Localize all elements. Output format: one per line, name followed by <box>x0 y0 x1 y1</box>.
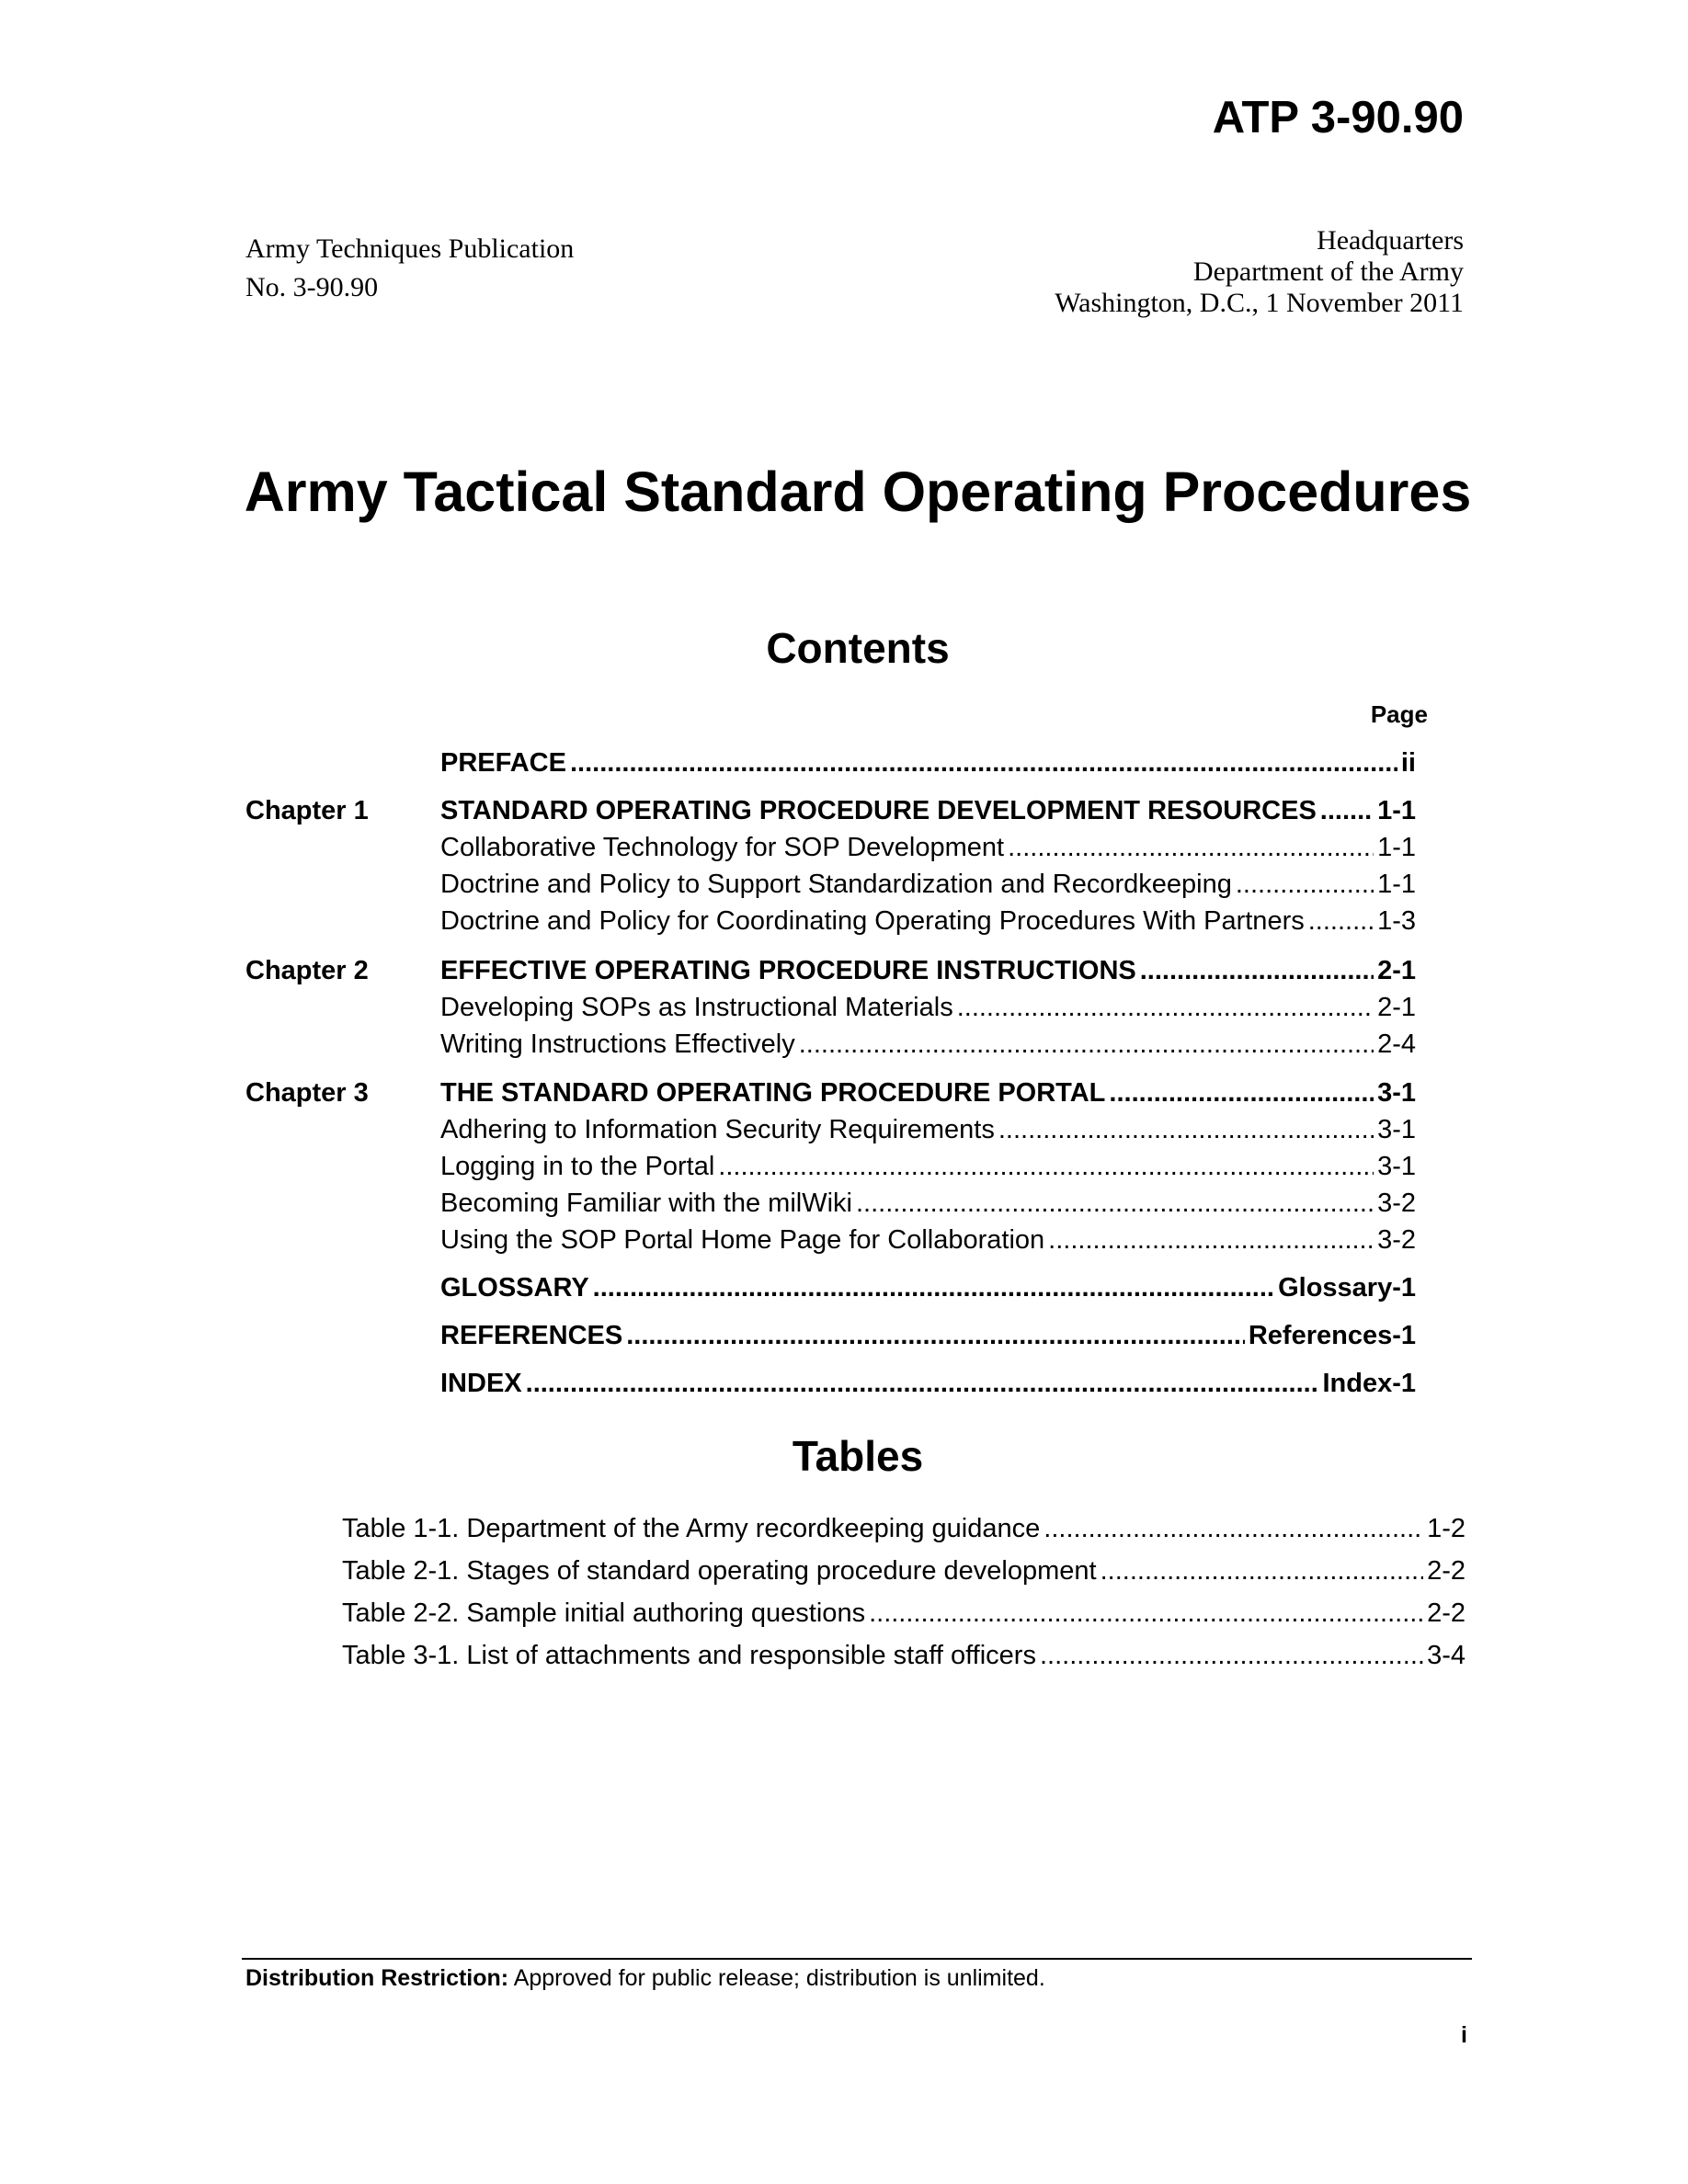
publication-info <box>245 230 574 307</box>
toc-entry-title: Adhering to Information Security Requirements <box>440 1115 995 1144</box>
toc-entry-page: 2-1 <box>1377 993 1416 1022</box>
toc-entry[interactable] <box>440 993 1416 1029</box>
publication-type: Army Techniques Publication <box>245 233 575 264</box>
table-entry-page: 3-4 <box>1427 1641 1466 1670</box>
toc-entry[interactable] <box>440 870 1416 906</box>
authority-line-1: Headquarters <box>1317 225 1464 256</box>
table-entry-title: Table 3-1. List of attachments and responsible staff officers <box>342 1641 1036 1670</box>
dot-leader <box>626 1321 1245 1351</box>
toc-entry-title: THE STANDARD OPERATING PROCEDURE PORTAL <box>440 1078 1106 1108</box>
dot-leader <box>1308 906 1374 937</box>
toc-entry-title: INDEX <box>440 1369 522 1398</box>
toc-entry-page: 3-1 <box>1377 1152 1416 1181</box>
table-entry-page: 1-2 <box>1427 1514 1466 1543</box>
table-entry-page: 2-2 <box>1427 1598 1466 1628</box>
distribution-restriction <box>245 1965 1045 1992</box>
toc-entry[interactable] <box>440 1029 1416 1066</box>
toc-entry[interactable] <box>440 956 1416 993</box>
dot-leader <box>1040 1641 1423 1671</box>
toc-entry-page: Glossary-1 <box>1278 1273 1416 1302</box>
dot-leader <box>1048 1225 1374 1256</box>
dot-leader <box>1236 870 1374 900</box>
dot-leader <box>1320 796 1374 826</box>
authority-line-2: Department of the Army <box>1192 256 1464 287</box>
dot-leader <box>570 748 1397 779</box>
table-list-entry[interactable] <box>342 1514 1466 1551</box>
toc-entry-title: REFERENCES <box>440 1321 623 1350</box>
toc-entry-page: Index-1 <box>1322 1369 1416 1398</box>
toc-entry-title: STANDARD OPERATING PROCEDURE DEVELOPMENT RESOURCES <box>440 796 1317 825</box>
dot-leader <box>998 1115 1374 1145</box>
dot-leader <box>856 1189 1374 1219</box>
chapter-label: Chapter 1 <box>245 796 369 825</box>
dot-leader <box>1109 1078 1374 1109</box>
dot-leader <box>718 1152 1374 1182</box>
document-id: ATP 3-90.90 <box>1212 93 1464 142</box>
toc-entry-page: 1-1 <box>1377 796 1416 825</box>
toc-entry-page: 3-1 <box>1377 1115 1416 1144</box>
toc-entry[interactable] <box>440 1225 1416 1262</box>
toc-entry[interactable] <box>440 1321 1416 1358</box>
table-list-entry[interactable] <box>342 1598 1466 1635</box>
toc-entry-title: Using the SOP Portal Home Page for Collaboration <box>440 1225 1045 1255</box>
toc-entry[interactable] <box>440 1273 1416 1310</box>
dot-leader <box>1101 1556 1423 1587</box>
table-list-entry[interactable] <box>342 1556 1466 1593</box>
issuing-authority <box>1055 225 1464 319</box>
toc-entry-page: 1-1 <box>1377 870 1416 899</box>
distribution-text: Approved for public release; distribution is unlimited. <box>513 1965 1045 1991</box>
toc-entry[interactable] <box>440 1369 1416 1405</box>
page-column-header: Page <box>1370 700 1428 728</box>
authority-line-3: Washington, D.C., 1 November 2011 <box>1055 288 1464 318</box>
table-entry-title: Table 2-2. Sample initial authoring questions <box>342 1598 866 1628</box>
toc-entry-page: 3-2 <box>1377 1189 1416 1218</box>
dot-leader <box>799 1029 1374 1060</box>
dot-leader <box>1140 956 1374 986</box>
toc-entry[interactable] <box>440 1189 1416 1225</box>
chapter-label: Chapter 2 <box>245 956 369 985</box>
toc-entry-page: ii <box>1400 748 1416 778</box>
toc-entry-page: 2-1 <box>1377 956 1416 985</box>
table-entry-title: Table 1-1. Department of the Army recordkeeping guidance <box>342 1514 1041 1543</box>
toc-entry[interactable] <box>440 1078 1416 1115</box>
dot-leader <box>526 1369 1319 1399</box>
distribution-label: Distribution Restriction: <box>245 1965 509 1991</box>
toc-entry-page: 2-4 <box>1377 1029 1416 1059</box>
toc-entry-page: 3-1 <box>1377 1078 1416 1108</box>
dot-leader <box>593 1273 1274 1303</box>
toc-entry[interactable] <box>440 1152 1416 1189</box>
publication-number: No. 3-90.90 <box>245 272 379 302</box>
toc-entry-title: Writing Instructions Effectively <box>440 1029 795 1059</box>
toc-entry-title: Collaborative Technology for SOP Development <box>440 833 1005 862</box>
toc-entry[interactable] <box>440 796 1416 833</box>
toc-entry[interactable] <box>440 748 1416 785</box>
dot-leader <box>869 1598 1423 1629</box>
dot-leader <box>1044 1514 1423 1544</box>
dot-leader <box>1008 833 1374 863</box>
toc-entry-page: 1-1 <box>1377 833 1416 862</box>
chapter-label: Chapter 3 <box>245 1078 369 1108</box>
dot-leader <box>957 993 1374 1023</box>
toc-entry-title: Logging in to the Portal <box>440 1152 715 1181</box>
toc-entry-page: References-1 <box>1248 1321 1416 1350</box>
toc-entry-page: 1-3 <box>1377 906 1416 936</box>
toc-entry-page: 3-2 <box>1377 1225 1416 1255</box>
footer-divider <box>242 1958 1472 1960</box>
toc-entry[interactable] <box>440 906 1416 943</box>
table-entry-page: 2-2 <box>1427 1556 1466 1586</box>
table-entry-title: Table 2-1. Stages of standard operating procedure development <box>342 1556 1097 1586</box>
table-list-entry[interactable] <box>342 1641 1466 1678</box>
toc-entry-title: Doctrine and Policy to Support Standardization and Recordkeeping <box>440 870 1232 899</box>
document-title: Army Tactical Standard Operating Procedures <box>244 461 1472 523</box>
page-number: i <box>1461 2022 1467 2048</box>
toc-entry-title: Developing SOPs as Instructional Materials <box>440 993 953 1022</box>
toc-entry[interactable] <box>440 833 1416 870</box>
toc-entry[interactable] <box>440 1115 1416 1152</box>
toc-entry-title: GLOSSARY <box>440 1273 589 1302</box>
contents-heading: Contents <box>766 624 950 672</box>
toc-entry-title: EFFECTIVE OPERATING PROCEDURE INSTRUCTIONS <box>440 956 1136 985</box>
toc-entry-title: PREFACE <box>440 748 566 778</box>
toc-entry-title: Doctrine and Policy for Coordinating Operating Procedures With Partners <box>440 906 1305 936</box>
tables-heading: Tables <box>792 1432 924 1480</box>
toc-entry-title: Becoming Familiar with the milWiki <box>440 1189 852 1218</box>
